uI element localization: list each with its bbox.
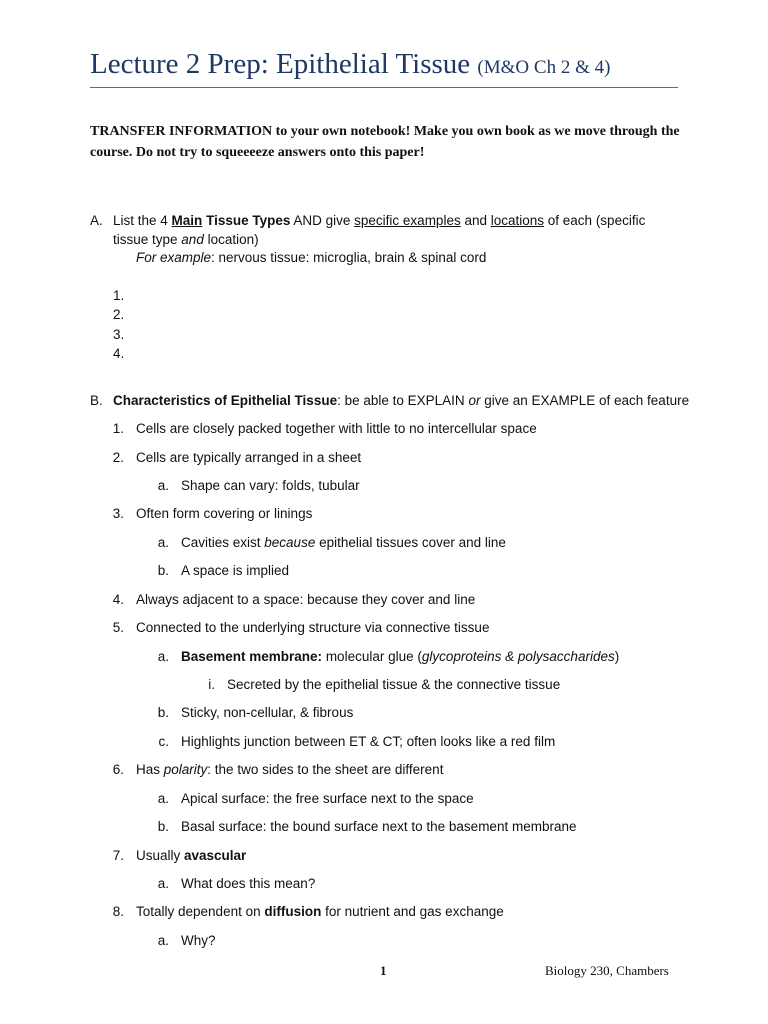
text-run: epithelial tissues cover and line [315,535,506,550]
list-letter: a. [157,649,169,664]
intro-instructions: TRANSFER INFORMATION to your own notebook! Make you own book as we move through the course. Do not try to squeeeeze answers onto this paper! [90,124,680,160]
text-run: Cavities exist [181,535,265,550]
list-item [136,846,246,865]
text-run: Has [136,762,164,777]
page-number: 1 [380,963,387,978]
text-run: Usually [136,848,185,863]
text-run: avascular [184,848,247,863]
text-run: diffusion [264,904,322,919]
text-run: AND give [290,213,355,228]
list-letter: a. [157,535,169,550]
footer-course: Biology 230, Chambers [545,963,669,978]
text-run: of each (specific [544,213,646,228]
list-letter: a. [157,478,169,493]
title-subtitle: (M&O Ch 2 & 4) [477,57,611,78]
list-item: Why? [181,933,216,948]
text-run: because [264,535,316,550]
section-a-example [136,248,486,267]
text-run: and [181,232,204,247]
list-item [136,902,504,921]
text-run: : the two sides to the sheet are different [207,762,444,777]
section-a-line1 [113,211,645,230]
text-run: : nervous tissue: microglia, brain & spinal cord [211,250,487,265]
text-run: Main [171,213,203,228]
text-run: for nutrient and gas exchange [321,904,504,919]
text-run: Basement membrane: [181,649,323,664]
blank-item-2: 2. [113,307,125,322]
text-run: polarity [163,762,208,777]
list-item: Sticky, non-cellular, & fibrous [181,705,354,720]
list-letter: a. [157,791,169,806]
text-run: and [460,213,491,228]
text-run: molecular glue ( [322,649,422,664]
list-letter: a. [157,933,169,948]
text-run: give an EXAMPLE of each feature [480,393,690,408]
list-item: Often form covering or linings [136,506,313,521]
blank-item-4: 4. [113,346,125,361]
section-a-line2 [113,230,259,249]
text-run: For example [136,250,212,265]
list-item: Connected to the underlying structure via connective tissue [136,620,490,635]
page-title [90,48,610,81]
list-item: What does this mean? [181,876,316,891]
list-letter: a. [157,876,169,891]
list-item: Cells are typically arranged in a sheet [136,450,362,465]
list-item: Basal surface: the bound surface next to the basement membrane [181,819,577,834]
text-run: or [468,393,481,408]
title-rule [90,87,678,88]
list-letter: b. [157,705,169,720]
list-letter: b. [157,819,169,834]
section-a-marker: A. [90,213,103,228]
text-run: ) [614,649,620,664]
list-number: 6. [112,762,124,777]
list-item: Secreted by the epithelial tissue & the connective tissue [227,677,561,692]
list-item: A space is implied [181,563,290,578]
list-letter: c. [158,734,169,749]
text-run: locations [490,213,545,228]
list-roman: i. [208,677,215,692]
blank-item-3: 3. [113,327,125,342]
list-item: Cells are closely packed together with little to no intercellular space [136,421,537,436]
list-item [181,647,619,666]
blank-item-1: 1. [113,288,125,303]
list-item: Shape can vary: folds, tubular [181,478,360,493]
text-run: List the 4 [113,213,172,228]
list-number: 1. [112,421,124,436]
text-run: : be able to EXPLAIN [337,393,469,408]
list-number: 8. [112,904,124,919]
text-run: glycoproteins & polysaccharides [421,649,615,664]
list-number: 4. [112,592,124,607]
title-main: Lecture 2 Prep: Epithelial Tissue [90,48,471,80]
list-item [181,533,506,552]
text-run: location) [203,232,259,247]
section-b-heading [113,391,689,410]
text-run: Totally dependent on [136,904,265,919]
list-letter: b. [157,563,169,578]
text-run: specific examples [354,213,461,228]
list-item [136,760,443,779]
list-number: 5. [112,620,124,635]
text-run: tissue type [113,232,182,247]
text-run: Characteristics of Epithelial Tissue [113,393,338,408]
list-item: Apical surface: the free surface next to the space [181,791,474,806]
text-run: Tissue Types [206,213,291,228]
list-number: 2. [112,450,124,465]
list-item: Highlights junction between ET & CT; often looks like a red film [181,734,556,749]
list-item: Always adjacent to a space: because they cover and line [136,592,476,607]
section-b-marker: B. [90,393,103,408]
list-number: 3. [112,506,124,521]
list-number: 7. [112,848,124,863]
